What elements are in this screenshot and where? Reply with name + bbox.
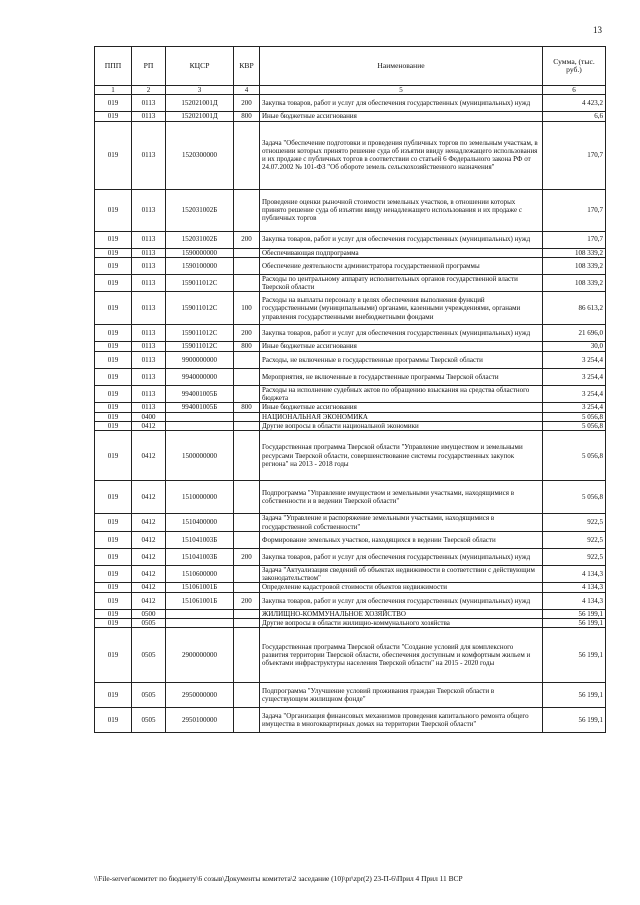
cell-sum: 4 423,2 — [543, 95, 606, 112]
cell-kcsr: 159011012С — [166, 342, 234, 351]
cell-sum: 170,7 — [543, 231, 606, 248]
cell-name: Государственная программа Тверской области "Управление имуществом и земельными ресурсами Тверской области, совершенствование системы государственных закупок региона" на 2013 - 2018 годы — [260, 431, 543, 481]
cell-sum: 56 199,1 — [543, 628, 606, 683]
cell-kcsr: 152031002Б — [166, 231, 234, 248]
cell-sum: 922,5 — [543, 531, 606, 548]
header-ppp: ППП — [95, 47, 132, 86]
cell-kcsr: 1510000000 — [166, 481, 234, 514]
cell-kvr — [234, 531, 260, 548]
cell-ppp: 019 — [95, 531, 132, 548]
table-row — [95, 592, 606, 609]
cell-kcsr: 994001005Б — [166, 385, 234, 403]
cell-ppp: 019 — [95, 351, 132, 368]
cell-kcsr: 159011012С — [166, 274, 234, 292]
cell-ppp: 019 — [95, 257, 132, 274]
cell-sum: 170,7 — [543, 189, 606, 231]
table-row — [95, 403, 606, 412]
cell-kcsr: 1510600000 — [166, 565, 234, 583]
cell-ppp: 019 — [95, 385, 132, 403]
table-row — [95, 351, 606, 368]
table-row — [95, 683, 606, 708]
cell-kcsr: 2950000000 — [166, 683, 234, 708]
table-row — [95, 421, 606, 430]
cell-kvr — [234, 412, 260, 421]
cell-sum: 4 134,3 — [543, 565, 606, 583]
cell-kvr — [234, 514, 260, 532]
column-number: 1 — [95, 86, 132, 95]
header-row — [95, 47, 606, 86]
cell-ppp: 019 — [95, 583, 132, 592]
cell-rp: 0113 — [132, 274, 166, 292]
cell-kvr — [234, 628, 260, 683]
cell-name: Иные бюджетные ассигнования — [260, 403, 543, 412]
table-row — [95, 514, 606, 532]
table-row — [95, 121, 606, 189]
column-number: 6 — [543, 86, 606, 95]
cell-name: Обеспечивающая подпрограмма — [260, 248, 543, 257]
cell-ppp: 019 — [95, 325, 132, 342]
cell-sum: 56 199,1 — [543, 619, 606, 628]
cell-kvr: 200 — [234, 592, 260, 609]
cell-name: Подпрограмма "Улучшение условий проживания граждан Тверской области в существующем жилищном фонде" — [260, 683, 543, 708]
cell-sum: 922,5 — [543, 514, 606, 532]
cell-name: Определение кадастровой стоимости объектов недвижимости — [260, 583, 543, 592]
cell-rp: 0400 — [132, 412, 166, 421]
cell-name: Закупка товаров, работ и услуг для обеспечения государственных (муниципальных) нужд — [260, 231, 543, 248]
table-row — [95, 325, 606, 342]
cell-kcsr: 152021001Д — [166, 112, 234, 121]
table-row — [95, 708, 606, 733]
cell-rp: 0505 — [132, 628, 166, 683]
table-row — [95, 292, 606, 325]
cell-kvr — [234, 385, 260, 403]
cell-kvr — [234, 274, 260, 292]
cell-kvr — [234, 708, 260, 733]
cell-ppp: 019 — [95, 548, 132, 565]
cell-ppp: 019 — [95, 342, 132, 351]
cell-name: Подпрограмма "Управление имуществом и земельными участками, находящимися в собственности и в ведении Тверской области" — [260, 481, 543, 514]
cell-rp: 0113 — [132, 248, 166, 257]
table-row — [95, 548, 606, 565]
cell-sum: 108 339,2 — [543, 274, 606, 292]
cell-kvr: 800 — [234, 112, 260, 121]
cell-name: Закупка товаров, работ и услуг для обеспечения государственных (муниципальных) нужд — [260, 592, 543, 609]
table-row — [95, 583, 606, 592]
cell-name: Задача "Актуализация сведений об объектах недвижимости в соответствии с действующим законодательством" — [260, 565, 543, 583]
cell-ppp: 019 — [95, 274, 132, 292]
cell-kvr — [234, 121, 260, 189]
cell-sum: 56 199,1 — [543, 609, 606, 618]
table-row — [95, 481, 606, 514]
cell-ppp: 019 — [95, 619, 132, 628]
cell-kcsr: 1510400000 — [166, 514, 234, 532]
cell-sum: 5 056,8 — [543, 431, 606, 481]
cell-kcsr: 1590100000 — [166, 257, 234, 274]
cell-sum: 56 199,1 — [543, 683, 606, 708]
cell-kcsr: 151061001Б — [166, 583, 234, 592]
page-number: 13 — [593, 25, 602, 35]
cell-kcsr: 159011012С — [166, 325, 234, 342]
cell-name: ЖИЛИЩНО-КОММУНАЛЬНОЕ ХОЗЯЙСТВО — [260, 609, 543, 618]
cell-kvr: 200 — [234, 325, 260, 342]
cell-ppp: 019 — [95, 112, 132, 121]
cell-sum: 4 134,3 — [543, 583, 606, 592]
cell-kvr — [234, 609, 260, 618]
table-row — [95, 531, 606, 548]
cell-ppp: 019 — [95, 609, 132, 618]
table-row — [95, 274, 606, 292]
column-number: 3 — [166, 86, 234, 95]
cell-ppp: 019 — [95, 708, 132, 733]
cell-kcsr: 159011012С — [166, 292, 234, 325]
cell-rp: 0505 — [132, 708, 166, 733]
cell-rp: 0113 — [132, 368, 166, 385]
column-number-row — [95, 86, 606, 95]
table-row — [95, 565, 606, 583]
cell-sum: 56 199,1 — [543, 708, 606, 733]
cell-kvr — [234, 683, 260, 708]
column-number: 2 — [132, 86, 166, 95]
cell-rp: 0113 — [132, 292, 166, 325]
table-row — [95, 609, 606, 618]
cell-ppp: 019 — [95, 121, 132, 189]
cell-name: Закупка товаров, работ и услуг для обеспечения государственных (муниципальных) нужд — [260, 95, 543, 112]
cell-rp: 0113 — [132, 385, 166, 403]
file-path-footer: \\File-server\комитет по бюджету\6 созыв\Документы комитета\2 заседание (10)\pr\zpr(2) 23-П-6\Прил 4 Прил 11 ВСР — [94, 874, 463, 883]
cell-ppp: 019 — [95, 592, 132, 609]
cell-sum: 6,6 — [543, 112, 606, 121]
budget-table — [94, 46, 606, 733]
cell-kvr: 200 — [234, 95, 260, 112]
table-row — [95, 431, 606, 481]
cell-kvr — [234, 257, 260, 274]
cell-name: Задача "Организация финансовых механизмов проведения капитального ремонта общего имущества в многоквартирных домах на территории Тверской области" — [260, 708, 543, 733]
cell-rp: 0412 — [132, 592, 166, 609]
cell-rp: 0113 — [132, 342, 166, 351]
cell-kcsr: 9940000000 — [166, 368, 234, 385]
cell-sum: 5 056,8 — [543, 481, 606, 514]
column-number: 4 — [234, 86, 260, 95]
cell-rp: 0113 — [132, 121, 166, 189]
table-row — [95, 368, 606, 385]
cell-rp: 0505 — [132, 683, 166, 708]
cell-sum: 5 056,8 — [543, 421, 606, 430]
cell-rp: 0113 — [132, 231, 166, 248]
cell-ppp: 019 — [95, 481, 132, 514]
cell-kvr — [234, 351, 260, 368]
cell-name: Закупка товаров, работ и услуг для обеспечения государственных (муниципальных) нужд — [260, 325, 543, 342]
cell-name: Обеспечение деятельности администратора государственной программы — [260, 257, 543, 274]
cell-kcsr — [166, 609, 234, 618]
cell-rp: 0113 — [132, 351, 166, 368]
cell-kcsr: 152021001Д — [166, 95, 234, 112]
cell-ppp: 019 — [95, 628, 132, 683]
cell-kvr — [234, 583, 260, 592]
cell-sum: 21 696,0 — [543, 325, 606, 342]
table-row — [95, 248, 606, 257]
cell-name: Расходы на исполнение судебных актов по обращению взыскания на средства областного бюджета — [260, 385, 543, 403]
table-row — [95, 231, 606, 248]
cell-rp: 0113 — [132, 189, 166, 231]
cell-kcsr: 151061001Б — [166, 592, 234, 609]
cell-name: Проведение оценки рыночной стоимости земельных участков, в отношении которых принято решение суда об изъятии ввиду ненадлежащего использования и их продаже с публичных торгов — [260, 189, 543, 231]
cell-kcsr: 151041003Б — [166, 548, 234, 565]
cell-kvr — [234, 248, 260, 257]
table-row — [95, 112, 606, 121]
cell-rp: 0412 — [132, 548, 166, 565]
table-row — [95, 385, 606, 403]
table-row — [95, 342, 606, 351]
cell-sum: 922,5 — [543, 548, 606, 565]
cell-name: Мероприятия, не включенные в государственные программы Тверской области — [260, 368, 543, 385]
cell-name: Расходы на выплаты персоналу в целях обеспечения выполнения функций государственными (муниципальными) органами, казенными учреждениями, органами управления государственными внебюджетными фондами — [260, 292, 543, 325]
cell-kcsr: 994001005Б — [166, 403, 234, 412]
cell-kcsr — [166, 412, 234, 421]
cell-ppp: 019 — [95, 95, 132, 112]
cell-sum: 3 254,4 — [543, 368, 606, 385]
cell-ppp: 019 — [95, 412, 132, 421]
cell-kcsr: 1500000000 — [166, 431, 234, 481]
cell-rp: 0412 — [132, 565, 166, 583]
table-row — [95, 412, 606, 421]
cell-rp: 0113 — [132, 257, 166, 274]
cell-sum: 4 134,3 — [543, 592, 606, 609]
cell-ppp: 019 — [95, 565, 132, 583]
cell-kvr: 200 — [234, 548, 260, 565]
cell-kvr — [234, 431, 260, 481]
cell-kvr — [234, 619, 260, 628]
cell-kcsr: 152031002Б — [166, 189, 234, 231]
cell-kvr: 800 — [234, 342, 260, 351]
cell-kvr: 800 — [234, 403, 260, 412]
cell-sum: 170,7 — [543, 121, 606, 189]
cell-kcsr: 2950100000 — [166, 708, 234, 733]
cell-rp: 0412 — [132, 583, 166, 592]
cell-kcsr: 9900000000 — [166, 351, 234, 368]
cell-ppp: 019 — [95, 231, 132, 248]
cell-kvr — [234, 421, 260, 430]
cell-kcsr: 1520300000 — [166, 121, 234, 189]
cell-ppp: 019 — [95, 431, 132, 481]
table-row — [95, 628, 606, 683]
cell-rp: 0113 — [132, 112, 166, 121]
cell-sum: 5 056,8 — [543, 412, 606, 421]
cell-name: Формирование земельных участков, находящихся в ведении Тверской области — [260, 531, 543, 548]
cell-kcsr — [166, 421, 234, 430]
cell-rp: 0113 — [132, 403, 166, 412]
cell-name: Иные бюджетные ассигнования — [260, 342, 543, 351]
cell-rp: 0412 — [132, 421, 166, 430]
table-row — [95, 257, 606, 274]
table-row — [95, 189, 606, 231]
header-kvr: КВР — [234, 47, 260, 86]
cell-sum: 3 254,4 — [543, 351, 606, 368]
cell-ppp: 019 — [95, 421, 132, 430]
cell-kvr — [234, 481, 260, 514]
cell-ppp: 019 — [95, 368, 132, 385]
cell-name: Задача "Управление и распоряжение земельными участками, находящимися в государственной собственности" — [260, 514, 543, 532]
cell-name: Государственная программа Тверской области "Создание условий для комплексного развития территории Тверской области, обеспечения доступным и комфортным жильем и объектами инфраструктуры населения Тверской области" на 2015 - 2020 годы — [260, 628, 543, 683]
cell-kcsr: 2900000000 — [166, 628, 234, 683]
cell-ppp: 019 — [95, 683, 132, 708]
header-rp: РП — [132, 47, 166, 86]
cell-sum: 108 339,2 — [543, 248, 606, 257]
cell-rp: 0113 — [132, 325, 166, 342]
cell-ppp: 019 — [95, 514, 132, 532]
cell-name: Задача "Обеспечение подготовки и проведения публичных торгов по земельным участкам, в отношении которых принято решение суда об изъятии ввиду ненадлежащего использования и их продаже с публичных торгов в соответствии со статьей 6 Федерального закона РФ от 24.07.2002 № 101-ФЗ "Об обороте земель сельскохозяйственного назначения" — [260, 121, 543, 189]
cell-kcsr: 151041003Б — [166, 531, 234, 548]
column-number: 5 — [260, 86, 543, 95]
cell-rp: 0505 — [132, 619, 166, 628]
cell-kvr: 100 — [234, 292, 260, 325]
cell-name: Другие вопросы в области жилищно-коммунального хозяйства — [260, 619, 543, 628]
cell-sum: 108 339,2 — [543, 257, 606, 274]
cell-kvr: 200 — [234, 231, 260, 248]
cell-ppp: 019 — [95, 189, 132, 231]
cell-sum: 30,0 — [543, 342, 606, 351]
header-sum: Сумма, (тыс. руб.) — [543, 47, 606, 86]
table-row — [95, 95, 606, 112]
cell-rp: 0412 — [132, 481, 166, 514]
cell-sum: 86 613,2 — [543, 292, 606, 325]
cell-rp: 0113 — [132, 95, 166, 112]
cell-name: Другие вопросы в области национальной экономики — [260, 421, 543, 430]
cell-rp: 0412 — [132, 431, 166, 481]
cell-rp: 0500 — [132, 609, 166, 618]
cell-name: Расходы по центральному аппарату исполнительных органов государственной власти Тверской области — [260, 274, 543, 292]
cell-name: Иные бюджетные ассигнования — [260, 112, 543, 121]
cell-ppp: 019 — [95, 248, 132, 257]
header-kcsr: КЦСР — [166, 47, 234, 86]
header-name: Наименование — [260, 47, 543, 86]
cell-kvr — [234, 189, 260, 231]
cell-kcsr: 1590000000 — [166, 248, 234, 257]
cell-name: Расходы, не включенные в государственные программы Тверской области — [260, 351, 543, 368]
table-row — [95, 619, 606, 628]
cell-ppp: 019 — [95, 403, 132, 412]
cell-sum: 3 254,4 — [543, 385, 606, 403]
cell-sum: 3 254,4 — [543, 403, 606, 412]
cell-kvr — [234, 368, 260, 385]
cell-name: Закупка товаров, работ и услуг для обеспечения государственных (муниципальных) нужд — [260, 548, 543, 565]
cell-name: НАЦИОНАЛЬНАЯ ЭКОНОМИКА — [260, 412, 543, 421]
cell-rp: 0412 — [132, 514, 166, 532]
cell-kcsr — [166, 619, 234, 628]
cell-ppp: 019 — [95, 292, 132, 325]
cell-rp: 0412 — [132, 531, 166, 548]
cell-kvr — [234, 565, 260, 583]
